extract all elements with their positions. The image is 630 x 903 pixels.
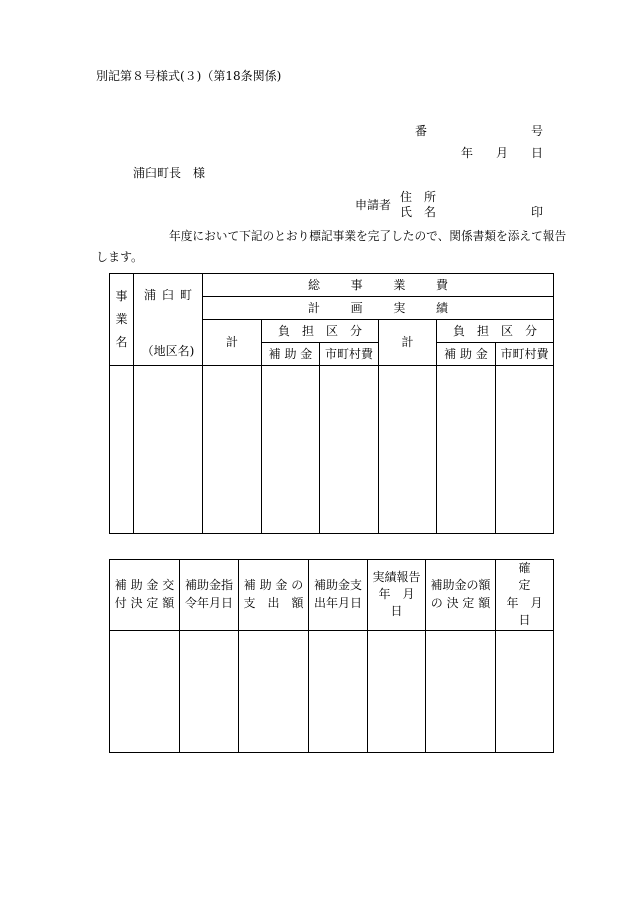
addressee: 浦臼町長 様	[133, 166, 206, 180]
actual-burden-header: 負 担 区 分	[437, 320, 554, 343]
plan-actual-header: 計 画 実 績	[203, 297, 554, 320]
cell-plan-sum[interactable]	[203, 366, 262, 534]
header-grant-order-date: 補助金指 令年月日	[180, 560, 239, 631]
cell-subsidy-paid-amount[interactable]	[239, 630, 309, 752]
cell-plan-subsidy[interactable]	[262, 366, 320, 534]
cell-actual-sum[interactable]	[379, 366, 437, 534]
header-subsidy-paid-date: 補助金支 出年月日	[309, 560, 368, 631]
table-row	[110, 630, 554, 752]
seal-label: 印	[531, 205, 544, 219]
header-grant-decision-amount: 補 助 金 交 付 決 定 額	[110, 560, 180, 631]
header-confirmed-date: 確 定 年 月 日	[496, 560, 554, 631]
cell-actual-municipal[interactable]	[496, 366, 554, 534]
cell-town-district[interactable]	[134, 366, 203, 534]
plan-burden-header: 負 担 区 分	[262, 320, 379, 343]
body-line-1: 年度において下記のとおり標記事業を完了したので、関係書類を添えて報告	[169, 229, 567, 243]
header-amount-decision: 補助金の額 の 決 定 額	[426, 560, 496, 631]
cell-confirmed-date[interactable]	[496, 630, 554, 752]
cell-report-date[interactable]	[368, 630, 426, 752]
cell-subsidy-paid-date[interactable]	[309, 630, 368, 752]
subsidy-record-table	[109, 559, 567, 753]
plan-sum-header: 計	[203, 320, 262, 366]
project-name-header: 事 業 名	[110, 274, 134, 366]
address-label: 住 所	[400, 190, 437, 204]
body-line-2: します。	[96, 250, 144, 264]
project-cost-table	[109, 273, 554, 534]
date-month: 月	[496, 146, 509, 160]
header-report-date: 実績報告 年 月 日	[368, 560, 426, 631]
cell-project-name[interactable]	[110, 366, 134, 534]
cell-actual-subsidy[interactable]	[437, 366, 496, 534]
plan-municipal-header: 市町村費	[320, 343, 379, 366]
name-label: 氏 名	[400, 205, 437, 219]
cell-grant-decision-amount[interactable]	[110, 630, 180, 752]
cell-amount-decision[interactable]	[426, 630, 496, 752]
actual-sum-header: 計	[379, 320, 437, 366]
town-district-header: 浦 臼 町 （地区名)	[134, 274, 203, 366]
plan-subsidy-header: 補 助 金	[262, 343, 320, 366]
date-day: 日	[531, 146, 544, 160]
cell-plan-municipal[interactable]	[320, 366, 379, 534]
cell-grant-order-date[interactable]	[180, 630, 239, 752]
total-cost-header: 総 事 業 費	[203, 274, 554, 297]
number-label-go: 号	[531, 124, 544, 138]
actual-municipal-header: 市町村費	[496, 343, 554, 366]
table-row	[110, 366, 554, 534]
date-year: 年	[461, 146, 474, 160]
actual-subsidy-header: 補 助 金	[437, 343, 496, 366]
applicant-label: 申請者	[355, 198, 392, 212]
header-subsidy-paid-amount: 補 助 金 の 支 出 額	[239, 560, 309, 631]
number-label-ban: 番	[415, 124, 428, 138]
form-title: 別記第８号様式(３)（第18条関係)	[96, 69, 282, 83]
